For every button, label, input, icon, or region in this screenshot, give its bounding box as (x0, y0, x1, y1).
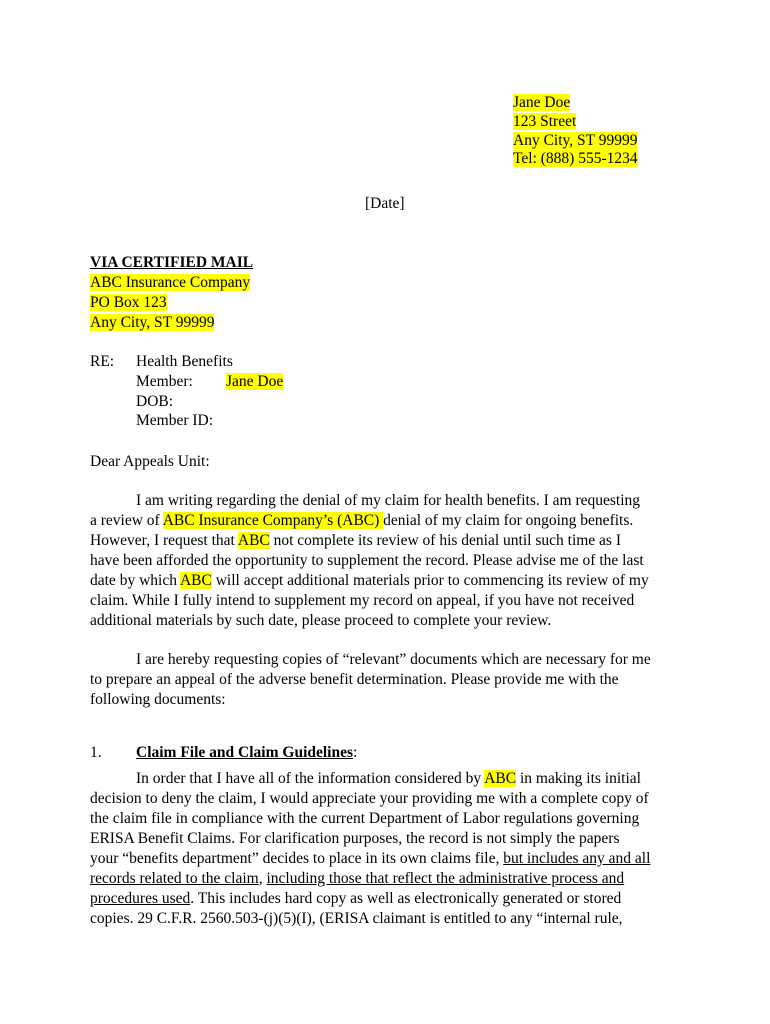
section-body (90, 769, 690, 929)
paragraph-line: ERISA Benefit Claims. For clarification purposes, the record is not simply the papers (90, 830, 620, 847)
sender-city: Any City, ST 99999 (513, 132, 638, 149)
paragraph-line: following documents: (90, 691, 226, 708)
re-dob-label: DOB: (136, 393, 174, 410)
salutation: Dear Appeals Unit: (90, 453, 210, 470)
recipient-company: ABC Insurance Company (90, 274, 251, 291)
delivery-method: VIA CERTIFIED MAIL (90, 254, 254, 271)
re-label: RE: (90, 353, 115, 370)
letter-date: [Date] (365, 195, 405, 212)
section-heading: Claim File and Claim Guidelines: (136, 744, 358, 761)
sender-street: 123 Street (513, 113, 577, 130)
re-member-value: Jane Doe (226, 373, 284, 390)
recipient-city: Any City, ST 99999 (90, 314, 215, 331)
sender-name: Jane Doe (513, 94, 571, 111)
re-member-label: Member: (136, 373, 193, 390)
paragraph-line: I are hereby requesting copies of “relevant” documents which are necessary for me (136, 651, 651, 668)
paragraph-line: the claim file in compliance with the current Department of Labor regulations governing (90, 810, 640, 827)
paragraph-line: your “benefits department” decides to place in its own claims file, but includes any and all (90, 850, 651, 867)
paragraph-line: records related to the claim, including those that reflect the administrative process and (90, 870, 625, 887)
re-member-id-label: Member ID: (136, 412, 214, 429)
paragraph-request-review (90, 491, 690, 631)
sender-tel: Tel: (888) 555-1234 (513, 150, 638, 167)
paragraph-line: In order that I have all of the information considered by ABC in making its initial (136, 770, 641, 787)
paragraph-line: procedures used. This includes hard copy as well as electronically generated or stored (90, 890, 622, 907)
paragraph-line: date by which ABC will accept additional materials prior to commencing its review of my (90, 572, 649, 589)
paragraph-line: copies. 29 C.F.R. 2560.503-(j)(5)(I), (ERISA claimant is entitled to any “internal rule, (90, 910, 623, 927)
recipient-po-box: PO Box 123 (90, 294, 167, 311)
paragraph-line: decision to deny the claim, I would appreciate your providing me with a complete copy of (90, 790, 649, 807)
section-number: 1. (90, 744, 102, 761)
paragraph-line: to prepare an appeal of the adverse benefit determination. Please provide me with the (90, 671, 619, 688)
paragraph-line: I am writing regarding the denial of my claim for health benefits. I am requesting (136, 492, 641, 509)
paragraph-line: claim. While I fully intend to supplement my record on appeal, if you have not received (90, 592, 635, 609)
paragraph-line: have been afforded the opportunity to supplement the record. Please advise me of the last (90, 552, 644, 569)
re-subject: Health Benefits (136, 353, 233, 370)
paragraph-line: However, I request that ABC not complete its review of his denial until such time as I (90, 532, 622, 549)
paragraph-line: additional materials by such date, please proceed to complete your review. (90, 612, 552, 629)
paragraph-line: a review of ABC Insurance Company’s (ABC) denial of my claim for ongoing benefits. (90, 512, 634, 529)
paragraph-request-documents (90, 650, 690, 710)
